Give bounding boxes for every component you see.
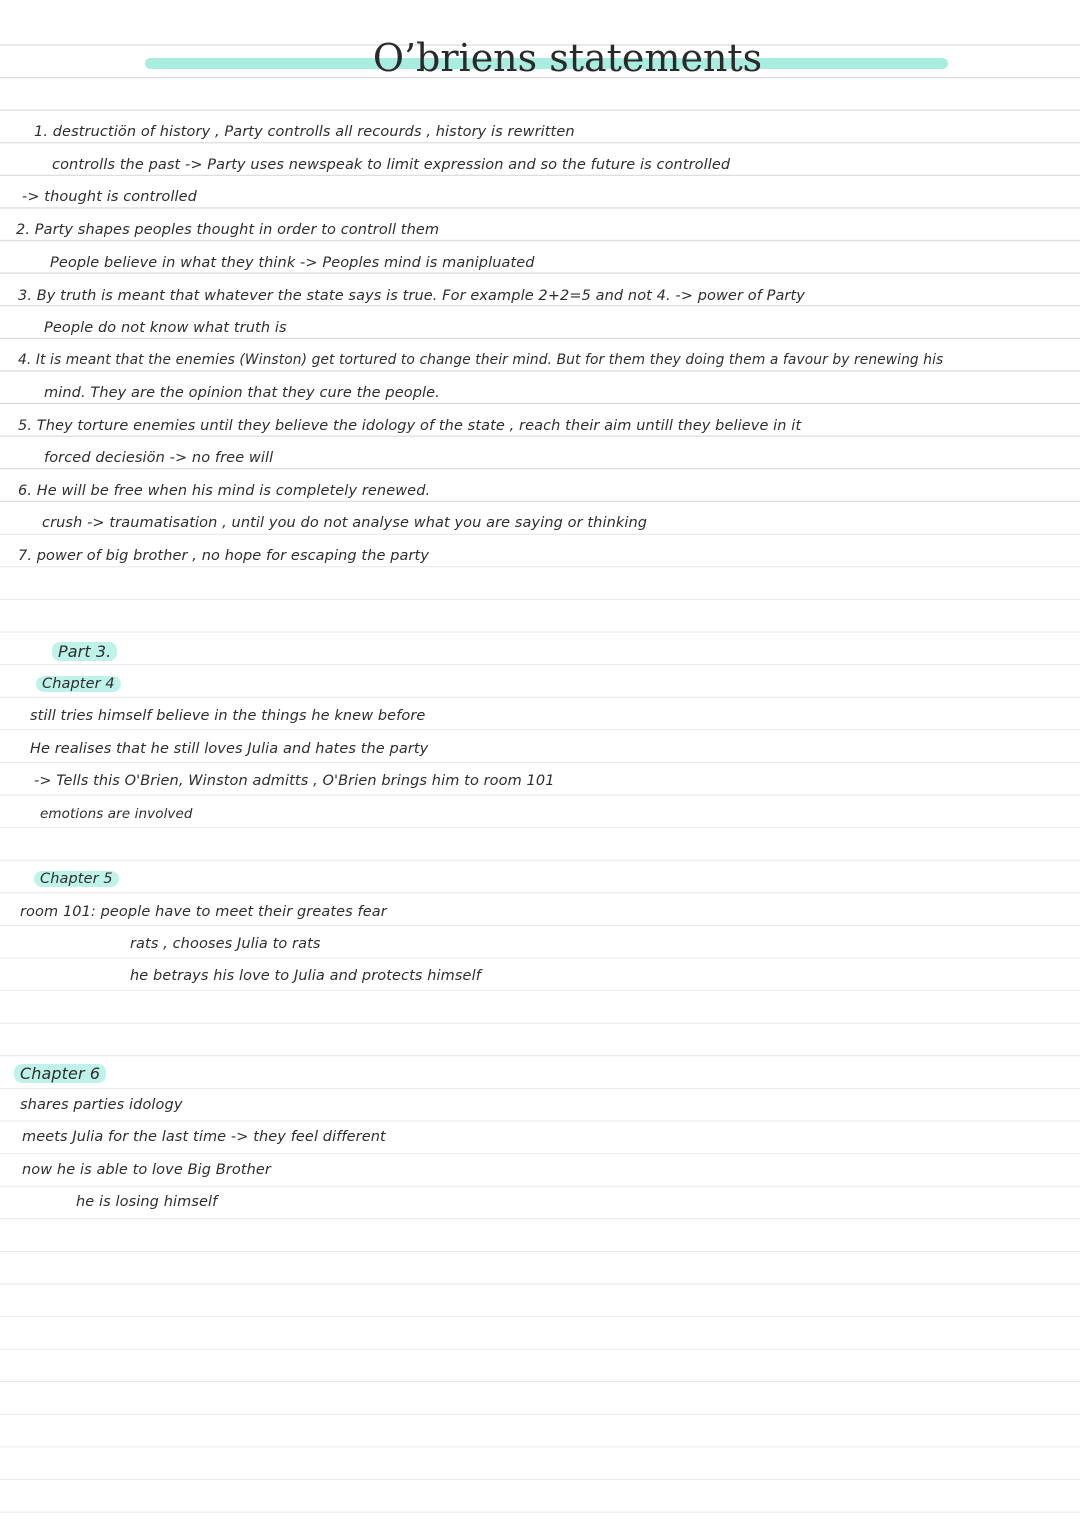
statement-line: 5. They torture enemies until they believe the idology of the state , reach their aim untill they believe in it (18, 418, 802, 434)
statement-line: 3. By truth is meant that whatever the state says is true. For example 2+2=5 and not 4. -> power of Party (18, 288, 805, 304)
statement-line: People do not know what truth is (44, 320, 287, 336)
chapter-6-heading (14, 1064, 106, 1083)
chapter-4-line: emotions are involved (40, 806, 193, 822)
chapter-5-line: room 101: people have to meet their greates fear (20, 904, 387, 920)
statement-line: controlls the past -> Party uses newspeak to limit expression and so the future is controlled (52, 157, 731, 173)
chapter-5-line: rats , chooses Julia to rats (130, 936, 321, 952)
statement-line: 4. It is meant that the enemies (Winston) get tortured to change their mind. But for them they doing them a favour by renewing his (18, 352, 944, 368)
part-heading (52, 642, 117, 661)
statement-line: 1. destructiön of history , Party controlls all recourds , history is rewritten (34, 124, 575, 140)
statement-line: crush -> traumatisation , until you do not analyse what you are saying or thinking (42, 515, 648, 531)
statement-line: 2. Party shapes peoples thought in order to controll them (16, 222, 440, 238)
chapter-6-line: meets Julia for the last time -> they feel different (22, 1129, 386, 1145)
statement-line: 7. power of big brother , no hope for escaping the party (18, 548, 430, 564)
chapter-5-line: he betrays his love to Julia and protects himself (130, 968, 481, 984)
chapter-4-heading (36, 676, 121, 692)
chapter-5-label: Chapter 5 (34, 871, 119, 887)
statement-line: People believe in what they think -> Peoples mind is manipluated (50, 255, 535, 271)
chapter-6-label: Chapter 6 (14, 1064, 106, 1083)
chapter-4-line: -> Tells this O'Brien, Winston admitts , O'Brien brings him to room 101 (34, 773, 555, 789)
part-3-label: Part 3. (52, 642, 117, 661)
chapter-6-line: now he is able to love Big Brother (22, 1162, 271, 1178)
chapter-4-label: Chapter 4 (36, 676, 121, 692)
chapter-4-line: still tries himself believe in the things he knew before (30, 708, 426, 724)
chapter-5-heading (34, 871, 119, 887)
chapter-6-line: shares parties idology (20, 1097, 183, 1113)
statement-line: forced deciesiön -> no free will (44, 450, 274, 466)
chapter-6-line: he is losing himself (76, 1194, 218, 1210)
statement-line: mind. They are the opinion that they cure the people. (44, 385, 440, 401)
statement-line: -> thought is controlled (22, 189, 197, 205)
chapter-4-line: He realises that he still loves Julia and hates the party (30, 741, 429, 757)
statement-line: 6. He will be free when his mind is completely renewed. (18, 483, 431, 499)
page-title: O’briens statements (372, 36, 763, 80)
